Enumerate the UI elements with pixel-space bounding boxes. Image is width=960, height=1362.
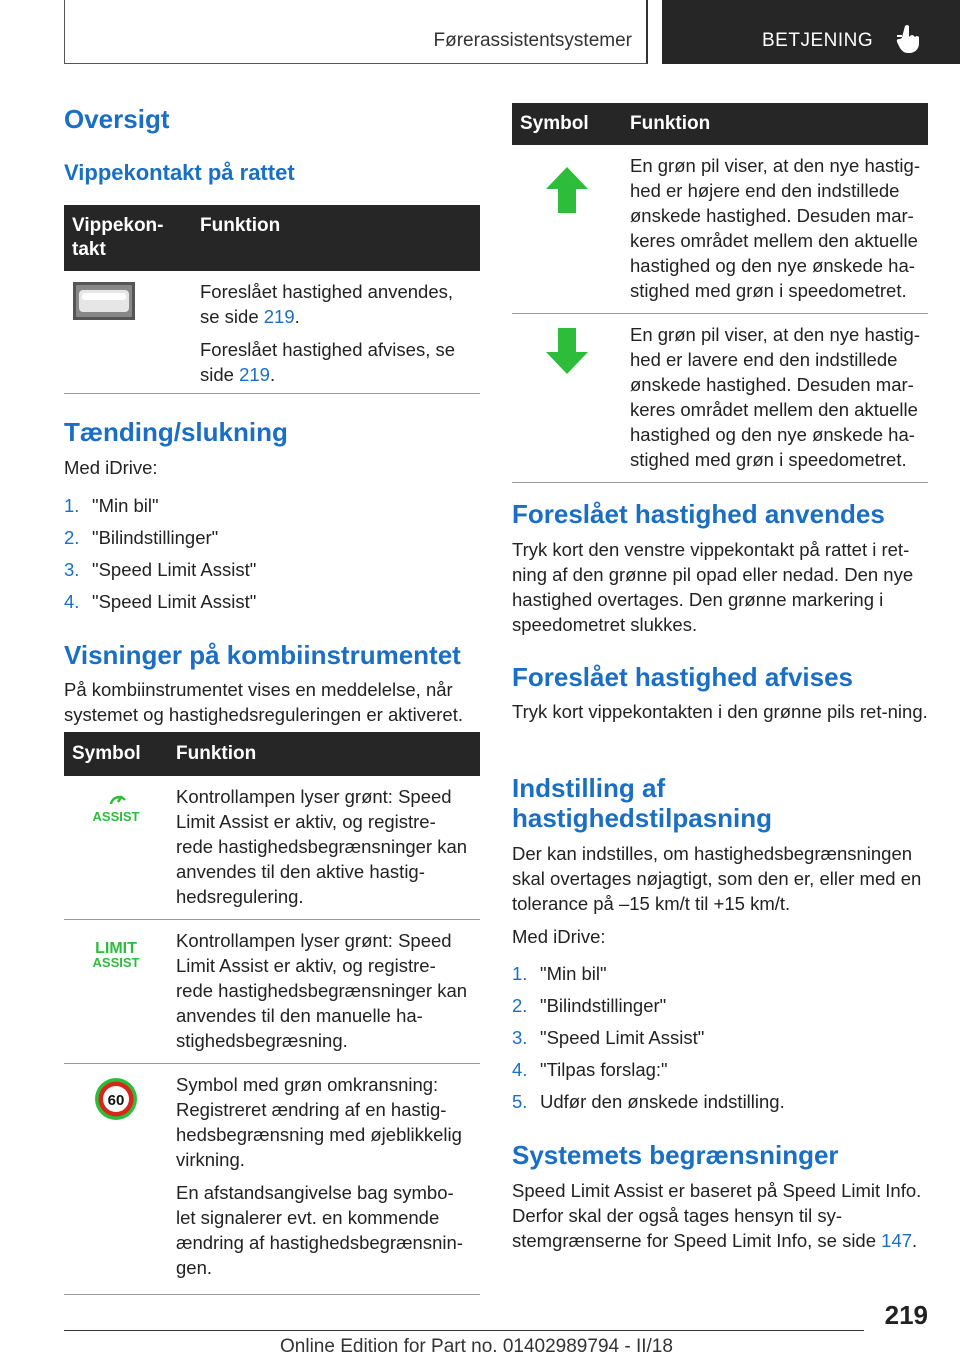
step-number: 2. — [512, 995, 528, 1016]
list-item — [64, 558, 256, 590]
speed-value: 60 — [107, 1092, 125, 1109]
table-header-funktion: Funktion — [192, 205, 480, 271]
heading-indstilling-line2: hastighedstilpasning — [512, 803, 773, 833]
header-section-title: Førerassistentsystemer — [433, 30, 632, 51]
tbl1-text-apply: Foreslået hastighed anvendes, se side — [200, 281, 454, 327]
step-number: 4. — [64, 591, 80, 612]
table-header-funktion: Funktion — [168, 732, 480, 776]
table-header-symbol: Symbol — [512, 103, 622, 145]
table-row — [512, 145, 928, 314]
step-text: "Tilpas forslag:" — [540, 1059, 668, 1080]
text-med-idrive: Med iDrive: — [512, 926, 606, 947]
step-number: 4. — [512, 1059, 528, 1080]
symbol-desc: En grøn pil viser, at den nye hastig-hed er højere end den indstillede ønskede hastighed. Desuden mar-keres området mellem den aktuelle hastighed og den nye ønskede ha-stighed med grøn i speedometret. — [630, 155, 920, 301]
header-chapter-title: BETJENING — [762, 30, 874, 51]
hand-pointer-icon — [896, 24, 922, 54]
text-begraensninger — [512, 1178, 932, 1253]
footer-divider — [64, 1330, 864, 1331]
heading-begraensninger: Systemets begrænsninger — [512, 1140, 839, 1170]
assist-indicator-icon — [91, 790, 141, 824]
page-link-147[interactable]: 147 — [881, 1230, 913, 1251]
text-afvises: Tryk kort vippekontakten i den grønne pils ret-ning. — [512, 701, 928, 722]
table-symbols-right — [512, 103, 928, 483]
step-number: 2. — [64, 527, 80, 548]
page-link-219[interactable]: 219 — [239, 364, 270, 385]
symbol-desc: En grøn pil viser, at den nye hastig-hed er lavere end den indstillede ønskede hastighed. Desuden mar-keres området mellem den aktuelle hastighed og den nye ønskede ha-stighed med grøn i speedometret. — [630, 324, 920, 470]
table-header-funktion: Funktion — [622, 103, 928, 145]
table-row — [64, 271, 480, 394]
table-row — [64, 776, 480, 920]
symbol-desc: Symbol med grøn omkransning: Registreret ændring af en hastig-hedsbegrænsning med øjeblikkelig virkning. — [176, 1074, 462, 1170]
heading-vippekontakt: Vippekontakt på rattet — [64, 160, 295, 185]
step-text: Udfør den ønskede indstilling. — [540, 1091, 785, 1112]
text-med-idrive: Med iDrive: — [64, 457, 158, 478]
table-header-vippekontakt: Vippekon-takt — [64, 205, 192, 271]
assist-label: ASSIST — [92, 955, 140, 970]
begr-text: Speed Limit Assist er baseret på Speed Limit Info. Derfor skal der også tages hensyn til sy-stemgrænserne for Speed Limit Info, se side — [512, 1180, 922, 1251]
tbl1-text-reject: Foreslået hastighed afvises, se side — [200, 339, 456, 385]
begr-text-period: . — [912, 1230, 918, 1251]
heading-indstilling-line1: Indstilling af — [512, 773, 666, 803]
step-number: 3. — [64, 559, 80, 580]
table-row — [512, 314, 928, 483]
step-number: 3. — [512, 1027, 528, 1048]
speed-limit-sign-icon — [93, 1076, 139, 1122]
symbol-desc: Kontrollampen lyser grønt: Speed Limit Assist er aktiv, og registre-rede hastighedsbegrænsninger kan anvendes til den aktive hastig-hedsregulering. — [176, 786, 468, 907]
header-chapter-box — [662, 0, 960, 64]
step-number: 1. — [64, 495, 80, 516]
tbl1-text-period: . — [294, 306, 300, 327]
step-text: "Speed Limit Assist" — [540, 1027, 705, 1048]
symbol-desc: Kontrollampen lyser grønt: Speed Limit Assist er aktiv, og registre-rede hastighedsbegrænsninger kan anvendes til den manuelle ha-stighedsbegræsning. — [176, 930, 468, 1051]
heading-visninger: Visninger på kombiinstrumentet — [64, 640, 461, 670]
header-section-box — [64, 0, 648, 64]
step-number: 1. — [512, 963, 528, 984]
heading-afvises: Foreslået hastighed afvises — [512, 662, 854, 692]
step-text: "Bilindstillinger" — [92, 527, 219, 548]
limit-assist-indicator-icon — [91, 938, 141, 972]
table-symbols-left — [64, 732, 480, 1295]
list-item — [64, 494, 256, 526]
list-item — [512, 1058, 785, 1090]
table-vippekontakt — [64, 205, 480, 394]
table-row — [64, 920, 480, 1064]
step-text: "Speed Limit Assist" — [92, 591, 257, 612]
text-indstilling: Der kan indstilles, om hastighedsbegrænsningen skal overtages nøjagtigt, som den er, eller med en tolerance på –15 km/t til +15 km/t. — [512, 843, 922, 914]
list-item — [512, 962, 785, 994]
assist-label: ASSIST — [92, 809, 140, 824]
symbol-desc: En afstandsangivelse bag symbo-let signalerer evt. en kommende ændring af hastighedsbegrænsnin-gen. — [176, 1182, 463, 1278]
limit-label: LIMIT — [95, 940, 137, 957]
text-anvendes: Tryk kort den venstre vippekontakt på rattet i ret-ning af den grønne pil opad eller nedad. Den nye hastighed overtages. Den grønne markering i speedometret slukkes. — [512, 539, 914, 635]
heading-taending: Tænding/slukning — [64, 417, 288, 447]
page-link-219[interactable]: 219 — [263, 306, 295, 327]
step-text: "Bilindstillinger" — [540, 995, 667, 1016]
step-text: "Min bil" — [92, 495, 159, 516]
arrow-up-icon — [544, 165, 590, 215]
list-item — [512, 1026, 785, 1058]
table-header-symbol: Symbol — [64, 732, 168, 776]
heading-anvendes: Foreslået hastighed anvendes — [512, 499, 885, 529]
list-item — [64, 590, 256, 622]
tbl1-text-period: . — [269, 364, 276, 385]
list-item — [512, 1090, 785, 1122]
rocker-switch-icon — [72, 281, 136, 321]
page-number: 219 — [884, 1300, 928, 1330]
steps-list-left — [64, 494, 256, 622]
heading-oversigt: Oversigt — [64, 104, 170, 134]
step-number: 5. — [512, 1091, 528, 1112]
footer-edition: Online Edition for Part no. 01402989794 - II/18 — [280, 1336, 673, 1357]
text-visninger: På kombiinstrumentet vises en meddelelse, når systemet og hastighedsreguleringen er aktiveret. — [64, 679, 463, 725]
steps-list-right — [512, 962, 785, 1122]
list-item — [512, 994, 785, 1026]
list-item — [64, 526, 256, 558]
step-text: "Speed Limit Assist" — [92, 559, 257, 580]
heading-indstilling — [512, 773, 772, 833]
arrow-down-icon — [544, 326, 590, 376]
step-text: "Min bil" — [540, 963, 607, 984]
table-row — [64, 1064, 480, 1295]
